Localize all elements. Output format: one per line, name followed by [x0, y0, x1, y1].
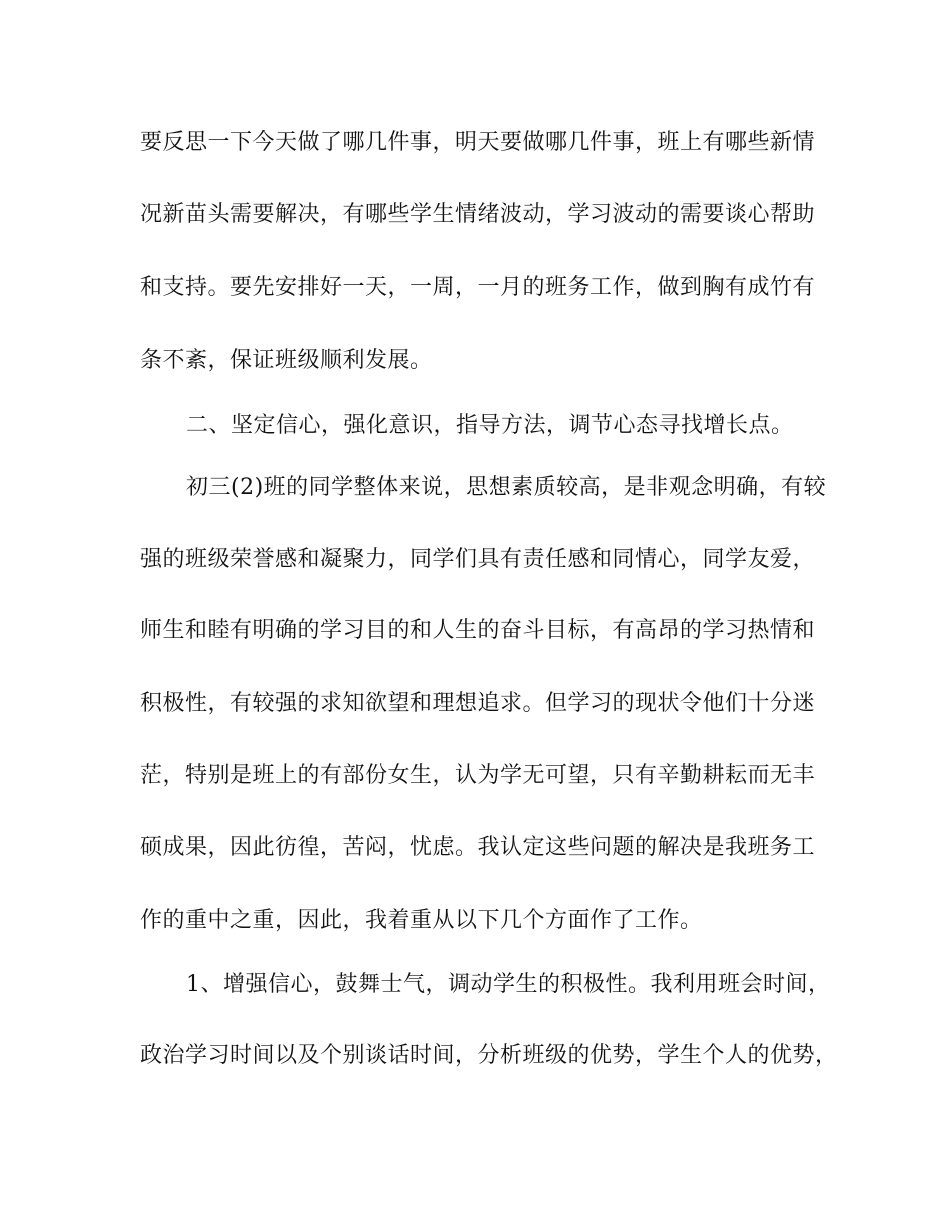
text-line-12: 作的重中之重，因此，我着重从以下几个方面作了工作。	[140, 908, 703, 933]
section-heading: 二、坚定信心，强化意识，指导方法，调节心态寻找增长点。	[186, 413, 794, 438]
text-line-14: 政治学习时间以及个别谈话时间，分析班级的优势，学生个人的优势，	[140, 1043, 838, 1068]
text-line-8: 师生和睦有明确的学习目的和人生的奋斗目标，有高昂的学习热情和	[140, 618, 816, 643]
text-line-7: 强的班级荣誉感和凝聚力，同学们具有责任感和同情心，同学友爱，	[140, 547, 816, 572]
text-line-13: 1、增强信心，鼓舞士气，调动学生的积极性。我利用班会时间，	[186, 972, 831, 997]
text-line-6: 初三(2)班的同学整体来说，思想素质较高，是非观念明确，有较	[186, 475, 827, 500]
text-line-4: 条不紊，保证班级顺利发展。	[140, 348, 433, 373]
text-line-9: 积极性，有较强的求知欲望和理想追求。但学习的现状令他们十分迷	[140, 691, 816, 716]
text-line-10: 茫，特别是班上的有部份女生，认为学无可望，只有辛勤耕耘而无丰	[140, 763, 816, 788]
text-line-2: 况新苗头需要解决，有哪些学生情绪波动，学习波动的需要谈心帮助	[140, 202, 816, 227]
text-line-11: 硕成果，因此彷徨，苦闷，忧虑。我认定这些问题的解决是我班务工	[140, 835, 816, 860]
text-line-1: 要反思一下今天做了哪几件事，明天要做哪几件事，班上有哪些新情	[140, 130, 816, 155]
text-line-3: 和支持。要先安排好一天，一周，一月的班务工作，做到胸有成竹有	[140, 275, 816, 300]
